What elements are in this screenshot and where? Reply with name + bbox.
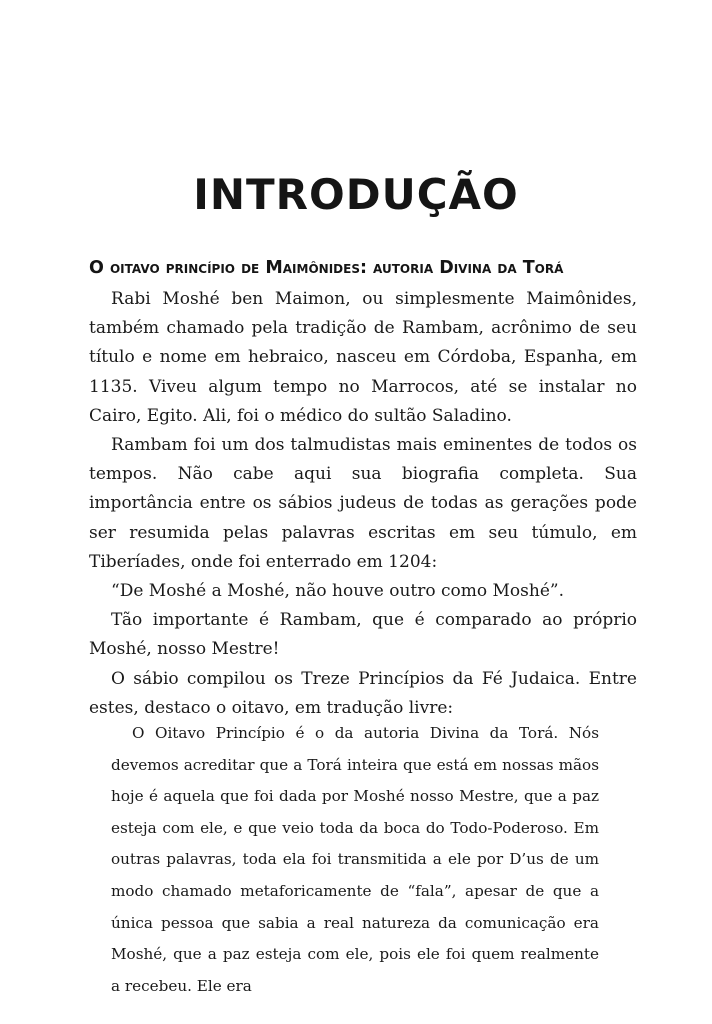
block-quote: O Oitavo Princípio é o da autoria Divina da Torá. Nós devemos acreditar que a Torá inteira que está em nossas mãos hoje é aquela que foi dada por Moshé nosso Mestre, que a paz esteja com ele, e que veio toda da boca do Todo-Poderoso. Em outras palavras, toda ela foi transmitida a ele por D’us de um modo chamado metaforicamente de “fala”, apesar de que a única pessoa que sabia a real natureza da comunicação era Moshé, que a paz esteja com ele, pois ele foi quem realmente a recebeu. Ele era [111, 724, 599, 995]
chapter-title: INTRODUÇÃO [193, 170, 519, 219]
paragraph-principles: O sábio compilou os Treze Princípios da Fé Judaica. Entre estes, destaco o oitavo, em tradução livre: [89, 668, 637, 718]
section-heading: O oitavo princípio de Maimônides: autoria Divina da Torá [89, 258, 564, 278]
paragraph-comparison: Tão importante é Rambam, que é comparado ao próprio Moshé, nosso Mestre! [89, 610, 637, 660]
paragraph-importance: Rambam foi um dos talmudistas mais eminentes de todos os tempos. Não cabe aqui sua biografia completa. Sua importância entre os sábios judeus de todas as gerações pode ser resumida pelas palavras escritas em seu túmulo, em Tiberíades, onde foi enterrado em 1204: [89, 435, 637, 572]
paragraph-epitaph: “De Moshé a Moshé, não houve outro como Moshé”. [111, 581, 564, 602]
paragraph-biography: Rabi Moshé ben Maimon, ou simplesmente Maimônides, também chamado pela tradição de Rambam, acrônimo de seu título e nome em hebraico, nasceu em Córdoba, Espanha, em 1135. Viveu algum tempo no Marrocos, até se instalar no Cairo, Egito. Ali, foi o médico do sultão Saladino. [89, 289, 637, 426]
body-text [89, 285, 637, 723]
